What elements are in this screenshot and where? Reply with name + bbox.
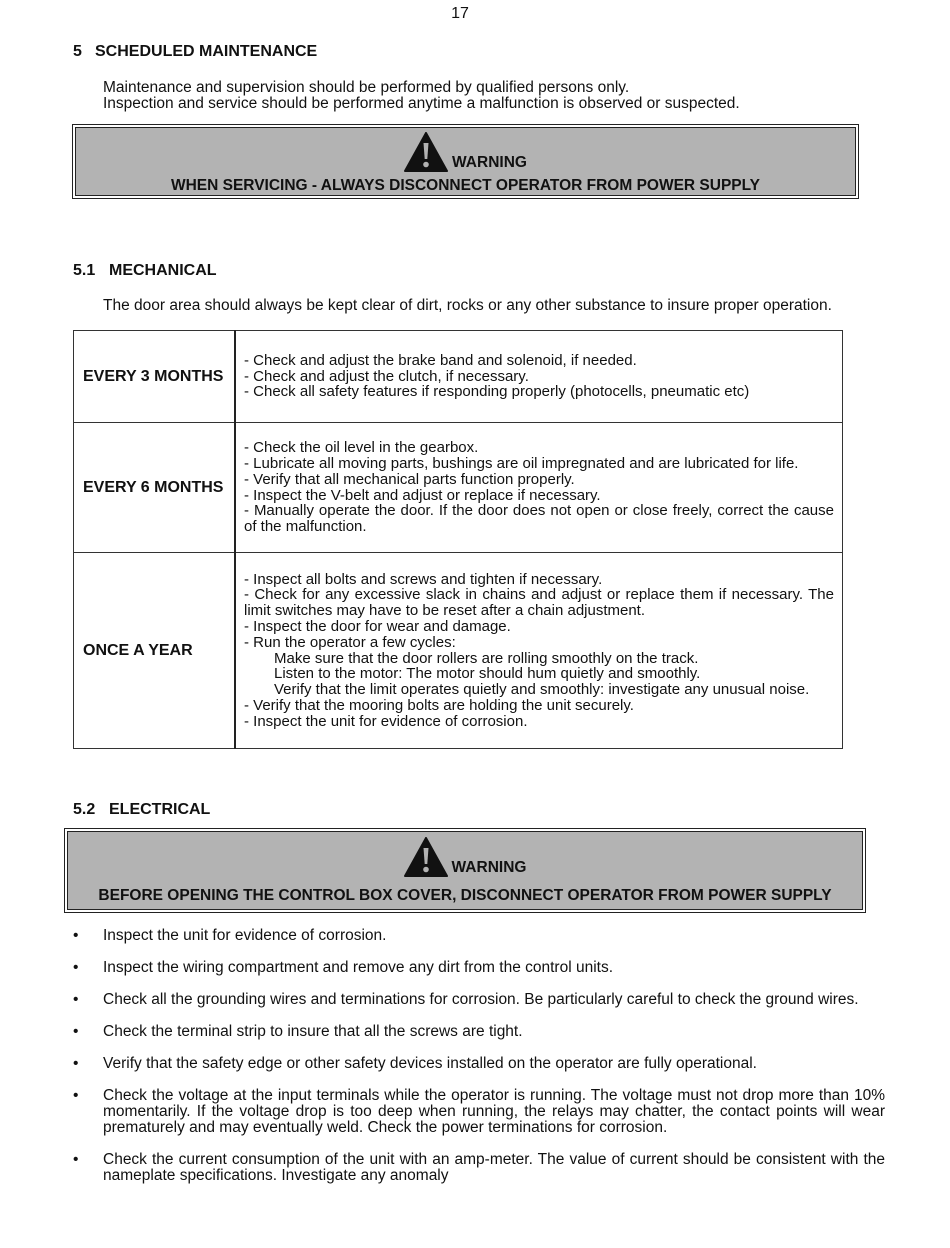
list-item [73,992,885,1008]
subsection-title: ELECTRICAL [109,801,211,818]
task-item: - Manually operate the door. If the door does not open or close freely, correct the cause of the malfunction. [244,502,834,536]
intro-line: Maintenance and supervision should be performed by qualified persons only. [103,79,630,96]
warning-panel [75,127,856,196]
task-item: - Check all safety features if responding properly (photocells, pneumatic etc) [244,383,750,401]
bullet-icon: • [73,1055,79,1072]
subsection-title: MECHANICAL [109,262,217,279]
task-item: - Inspect the door for wear and damage. [244,617,511,635]
section-heading [73,43,317,61]
bullet-icon: • [73,991,79,1008]
warning-message: BEFORE OPENING THE CONTROL BOX COVER, DISCONNECT OPERATOR FROM POWER SUPPLY [98,887,832,904]
warning-triangle-icon [404,837,448,877]
warning-label: WARNING [451,859,527,876]
warning-triangle-icon [404,132,448,172]
tasks-cell [235,553,843,749]
list-item-text: Check the voltage at the input terminals while the operator is running. The voltage must not drop more than 10% momentarily. If the voltage drop is too deep when running, the relays may chatter, the contact points will wear prematurely and may eventually weld. Check the power terminations for corrosion. [103,1087,885,1136]
list-item-text: Inspect the unit for evidence of corrosion. [103,927,387,944]
task-item: - Check the oil level in the gearbox. [244,439,479,457]
task-item: - Verify that the mooring bolts are holding the unit securely. [244,696,634,714]
list-item-text: Check the current consumption of the unit with an amp-meter. The value of current should be consistent with the nameplate specifications. Investigate any anomaly [103,1151,885,1184]
task-subitem: Make sure that the door rollers are rolling smoothly on the track. [274,649,699,667]
task-item: - Inspect the unit for evidence of corrosion. [244,712,528,730]
bullet-icon: • [73,959,79,976]
period-cell: EVERY 6 MONTHS [74,423,236,553]
bullet-icon: • [73,1151,79,1168]
task-subitem: Verify that the limit operates quietly and smoothly: investigate any unusual noise. [274,681,810,699]
table-row [74,553,843,749]
list-item [73,1152,885,1184]
section-intro [103,80,740,112]
list-item [73,928,885,944]
warning-box [72,124,859,199]
bullet-icon: • [73,1087,79,1104]
task-item: - Run the operator a few cycles: [244,633,456,651]
intro-line: Inspection and service should be performed anytime a malfunction is observed or suspected. [103,95,740,112]
section-title: SCHEDULED MAINTENANCE [95,43,318,60]
list-item [73,1056,885,1072]
mechanical-intro: The door area should always be kept clear of dirt, rocks or any other substance to insure proper operation. [103,297,832,314]
list-item-text: Verify that the safety edge or other safety devices installed on the operator are fully operational. [103,1055,757,1072]
section-number: 5 [73,43,82,60]
subsection-heading-mechanical [73,262,217,280]
tasks-cell [235,331,843,423]
list-item-text: Inspect the wiring compartment and remove any dirt from the control units. [103,959,614,976]
warning-title-row [76,132,855,172]
table-row [74,331,843,423]
tasks-cell [235,423,843,553]
period-cell: EVERY 3 MONTHS [74,331,236,423]
task-item: - Inspect all bolts and screws and tighten if necessary. [244,570,603,588]
bullet-icon: • [73,1023,79,1040]
warning-message: WHEN SERVICING - ALWAYS DISCONNECT OPERATOR FROM POWER SUPPLY [170,177,761,194]
task-item: - Lubricate all moving parts, bushings are oil impregnated and are lubricated for life. [244,454,799,472]
task-item: - Verify that all mechanical parts function properly. [244,470,575,488]
task-item: - Check and adjust the brake band and solenoid, if needed. [244,351,637,369]
list-item [73,960,885,976]
list-item [73,1024,885,1040]
table-row [74,423,843,553]
subsection-number: 5.1 [73,262,96,279]
page-number: 17 [451,5,469,22]
subsection-heading-electrical [73,801,210,819]
list-item-text: Check the terminal strip to insure that all the screws are tight. [103,1023,523,1040]
list-item-text: Check all the grounding wires and terminations for corrosion. Be particularly careful to check the ground wires. [103,991,859,1008]
list-item [73,1088,885,1136]
bullet-icon: • [73,927,79,944]
warning-label: WARNING [452,154,527,171]
subsection-number: 5.2 [73,801,96,818]
warning-panel [67,831,863,910]
warning-title-row [68,837,862,877]
task-item: - Check for any excessive slack in chains and adjust or replace them if necessary. The limit switches may have to be reset after a chain adjustment. [244,586,834,620]
task-item: - Inspect the V-belt and adjust or replace if necessary. [244,486,601,504]
period-cell: ONCE A YEAR [74,553,236,749]
maintenance-table [73,330,843,749]
task-item: - Check and adjust the clutch, if necessary. [244,367,529,385]
task-subitem: Listen to the motor: The motor should hum quietly and smoothly. [274,665,701,683]
warning-box [64,828,866,913]
electrical-checklist [73,928,885,1184]
